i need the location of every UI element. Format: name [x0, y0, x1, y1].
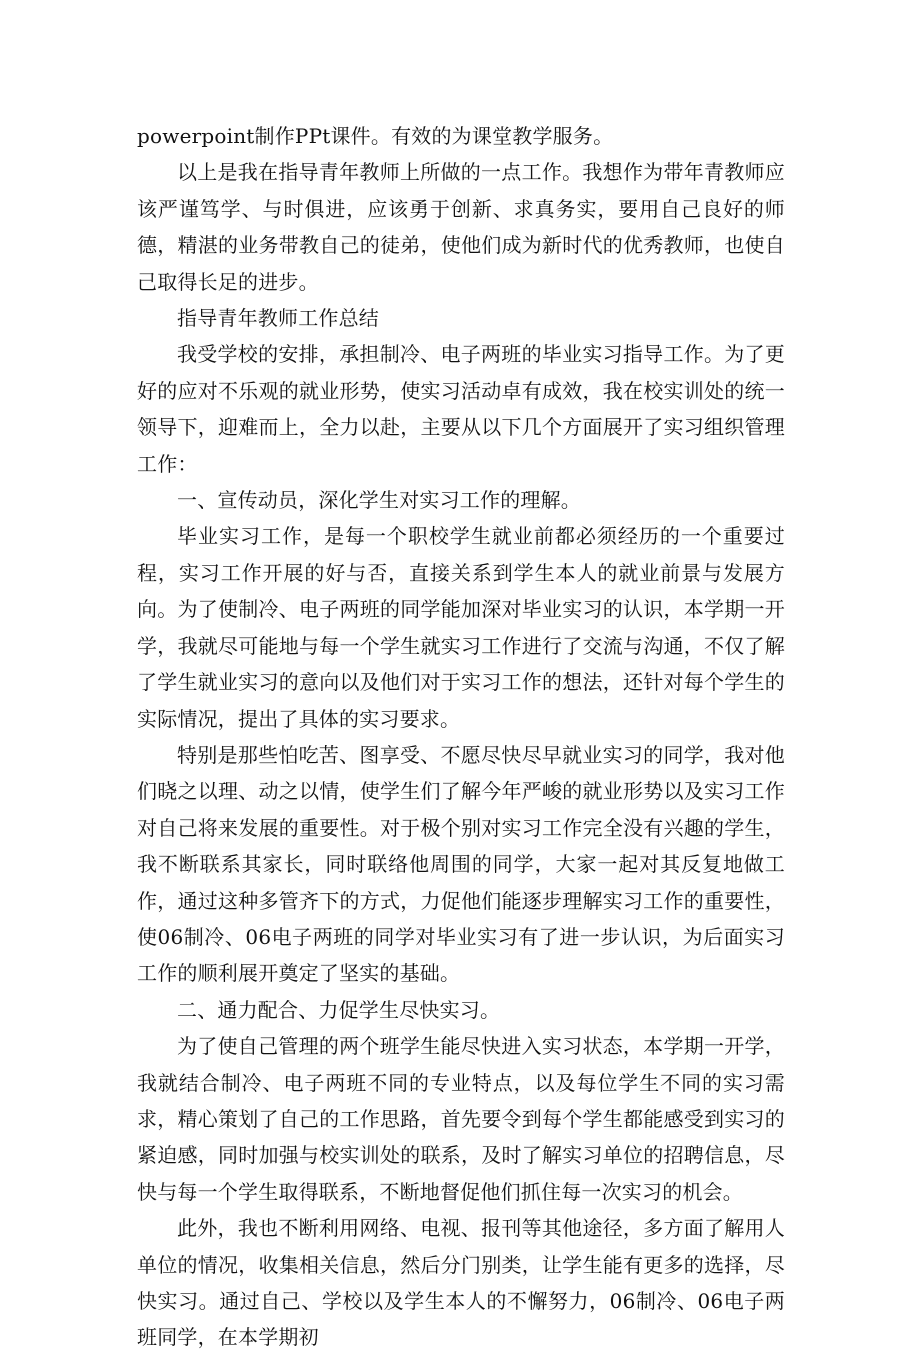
paragraph-internship-importance: 毕业实习工作，是每一个职校学生就业前都必须经历的一个重要过程，实习工作开展的好与否，直接关系到学生本人的就业前景与发展方向。为了使制冷、电子两班的同学能加深对毕业实习的认识，本学期一开学，我就尽可能地与每一个学生就实习工作进行了交流与沟通，不仅了解了学生就业实习的意向以及他们对于实习工作的想法，还针对每个学生的实际情况，提出了具体的实习要求。 — [137, 524, 785, 731]
paragraph-planning: 为了使自己管理的两个班学生能尽快进入实习状态，本学期一开学，我就结合制冷、电子两班不同的专业特点，以及每位学生不同的实习需求，精心策划了自己的工作思路，首先要令到每个学生都能感受到实习的紧迫感，同时加强与校实训处的联系，及时了解实习单位的招聘信息，尽快与每一个学生取得联系，不断地督促他们抓住每一次实习的机会。 — [137, 1034, 785, 1204]
paragraph-information-gathering: 此外，我也不断利用网络、电视、报刊等其他途径，多方面了解用人单位的情况，收集相关信息，然后分门别类，让学生能有更多的选择，尽快实习。通过自己、学校以及学生本人的不懈努力，06制冷、06电子两班同学，在本学期初 — [137, 1216, 785, 1350]
heading-section-two: 二、通力配合、力促学生尽快实习。 — [177, 997, 501, 1022]
paragraph-persuasion: 特别是那些怕吃苦、图享受、不愿尽快尽早就业实习的同学，我对他们晓之以理、动之以情，使学生们了解今年严峻的就业形势以及实习工作对自己将来发展的重要性。对于极个别对实习工作完全没有兴趣的学生，我不断联系其家长，同时联络他周围的同学，大家一起对其反复地做工作，通过这种多管齐下的方式，力促他们能逐步理解实习工作的重要性，使06制冷、06电子两班的同学对毕业实习有了进一步认识，为后面实习工作的顺利展开奠定了坚实的基础。 — [137, 742, 785, 986]
paragraph-conclusion: 以上是我在指导青年教师上所做的一点工作。我想作为带年青教师应该严谨笃学、与时俱进，应该勇于创新、求真务实，要用自己良好的师德，精湛的业务带教自己的徒弟，使他们成为新时代的优秀教师，也使自己取得长足的进步。 — [137, 160, 785, 294]
section-title: 指导青年教师工作总结 — [177, 306, 379, 331]
document-body — [137, 118, 785, 1356]
paragraph-powerpoint-continuation: powerpoint制作PPt课件。有效的为课堂教学服务。 — [137, 124, 614, 148]
heading-section-one: 一、宣传动员，深化学生对实习工作的理解。 — [177, 488, 581, 513]
paragraph-intro: 我受学校的安排，承担制冷、电子两班的毕业实习指导工作。为了更好的应对不乐观的就业形势，使实习活动卓有成效，我在校实训处的统一领导下，迎难而上，全力以赴，主要从以下几个方面展开了实习组织管理工作： — [137, 342, 785, 476]
